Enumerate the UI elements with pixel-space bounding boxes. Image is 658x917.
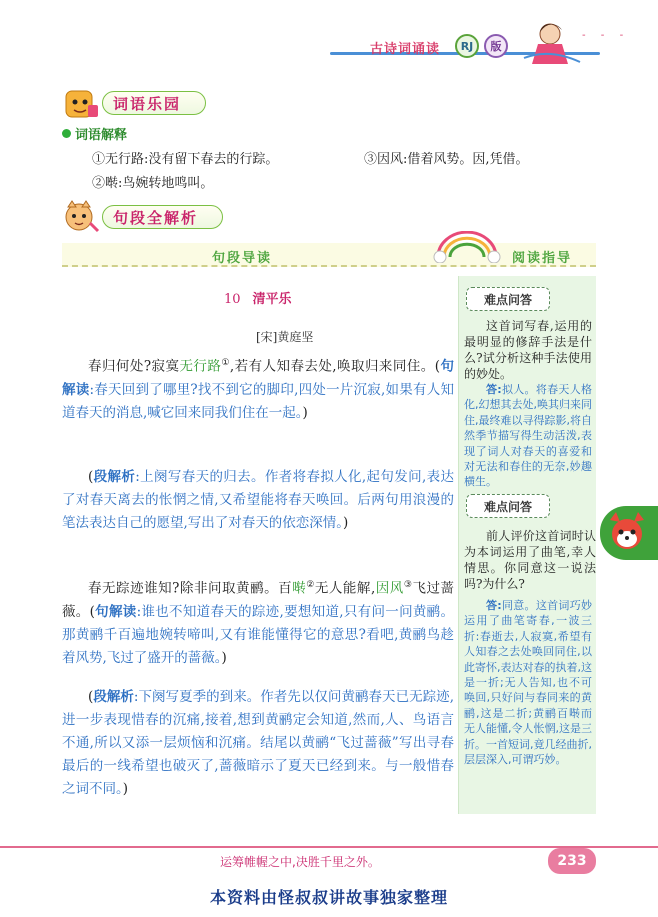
footnote-marker: ① [221,358,230,368]
keyword-highlight: 啭 [292,580,307,597]
vocab-item-1: ①无行路:没有留下春去的行踪。 [92,152,279,167]
vocab-item-2: ②啭:鸟婉转地鸣叫。 [92,176,214,191]
paragraph-analysis-label: 段解析 [93,689,134,705]
header-title: 古诗词诵读 [370,42,441,57]
poem-line-text: 春无踪迹谁知?除非问取黄鹂。百 [88,580,293,597]
page-number: 233 [548,848,596,874]
sidebar-answer-1 [464,382,592,490]
footnote-marker: ② [306,580,315,590]
poem-author: [宋]黄庭坚 [256,330,314,344]
rainbow-cloud-icon [430,231,504,263]
section-analysis-header [62,200,223,234]
paragraph-3 [62,574,454,670]
paragraph-4 [62,686,454,801]
paren-close: ) [221,649,227,666]
poem-line-text: ,若有人知春去处,唤取归来同住。( [229,358,441,375]
section-analysis-title: 句段全解析 [102,205,223,229]
paragraph-2 [62,466,454,535]
paren-close: ) [302,404,308,421]
poem-line-text: 无人能解, [314,580,376,597]
poem-title [224,288,292,307]
answer-text: 拟人。将春天人格化,幻想其去处,唤其归来同住,最终难以寻得踪影,将自然季节描写得生动活泼,表现了词人对春天的喜爱和对无法和春住的无奈,妙趣横生。 [464,383,592,489]
paren-open: ( [88,469,94,485]
edition-badge: 版 [484,34,508,58]
band-left-label: 句段导读 [212,251,273,266]
vocab-item-3: ③因风:借着风势。因,凭借。 [364,152,529,167]
sidebar-question-2: 前人评价这首词时认为本词运用了曲笔,幸人情思。你同意这一说法吗?为什么? [464,529,596,591]
paragraph-analysis-note: :下阕写夏季的到来。作者先以仅问黄鹂春天已无踪迹,进一步表现惜春的沉痛,接着,想到黄鹂定会知道,然而,人、鸟语言不通,所以又添一层烦恼和沉痛。结尾以黄鹂“飞过蔷薇”写出寻春最后的一线希望也破灭了,蔷薇暗示了夏天已经到来。与一般惜春之词不同。 [62,689,454,797]
poem-line-text: 飞过蔷薇。( [62,580,455,620]
keyword-highlight: 因风 [375,580,404,597]
difficulty-qa-box-2: 难点问答 [466,494,550,518]
sentence-reading-label: 句解读 [94,603,137,620]
difficulty-qa-box-1: 难点问答 [466,287,550,311]
paragraph-analysis-note: :上阕写春天的归去。作者将春拟人化,起句发问,表达了对春天离去的怅惘之情,又希望能将春天唤回。后两句用浪漫的笔法表达自己的愿望,写出了对春天的依恋深情。 [62,469,455,531]
girl-mascot-icon [510,18,590,68]
section-vocab-title: 词语乐园 [102,91,206,115]
section-vocab-header [62,86,206,120]
poem-title-text: 清平乐 [252,292,292,307]
paragraph-analysis-label: 段解析 [93,469,136,485]
decorative-dashes: - - - [582,30,630,41]
reading-guide-band [62,243,596,267]
source-note: 本资料由怪叔叔讲故事独家整理 [209,888,448,907]
vocab-subhead [62,124,127,143]
rj-badge: RJ [455,34,479,58]
fox-face-icon [604,510,650,556]
footer-motto: 运筹帷幄之中,决胜千里之外。 [220,855,380,869]
paren-close: ) [343,515,349,531]
band-right-label: 阅读指导 [512,251,573,266]
sentence-reading-label: 句解读 [62,358,454,398]
page-header [0,0,658,72]
sidebar-answer-2 [464,598,592,767]
answer-label: 答: [486,383,502,396]
keyword-highlight: 无行路 [179,358,222,375]
poem-line-text: 春归何处?寂寞 [88,358,180,375]
footnote-marker: ③ [403,580,413,590]
poem-number: 10 [224,292,241,307]
paragraph-1 [62,352,454,425]
answer-label: 答: [486,599,502,612]
sentence-reading-note: :谁也不知道春天的踪迹,要想知道,只有问一问黄鹂。那黄鹂千百遍地婉转啼叫,又有谁能懂得它的意思?看吧,黄鹂鸟趁着风势,飞过了盛开的蔷薇。 [62,603,454,666]
answer-text: 同意。这首词巧妙运用了曲笔寄春,一波三折:春逝去,人寂寞,希望有人知春之去处唤回同住,以此寄怀,表达对春的执着,这是一折;无人告知,也不可唤回,只好问与春同来的黄鹂,这是二折;黄鹂百啭而无人能懂,令人怅惘,这是三折。一首短词,竟几经曲折,层层深入,可谓巧妙。 [464,599,592,767]
paren-open: ( [88,689,94,705]
cat-mascot-icon [62,199,100,235]
vocab-subhead-label: 词语解释 [75,128,128,143]
fox-mascot-icon [62,85,100,121]
sentence-reading-note: :春天回到了哪里?找不到它的脚印,四处一片沉寂,如果有人知道春天的消息,喊它回来同我们住在一起。 [62,381,455,421]
paren-close: ) [122,781,129,797]
bullet-icon [62,129,71,138]
sidebar-question-1: 这首词写春,运用的最明显的修辞手法是什么?试分析这种手法使用的妙处。 [464,319,592,381]
